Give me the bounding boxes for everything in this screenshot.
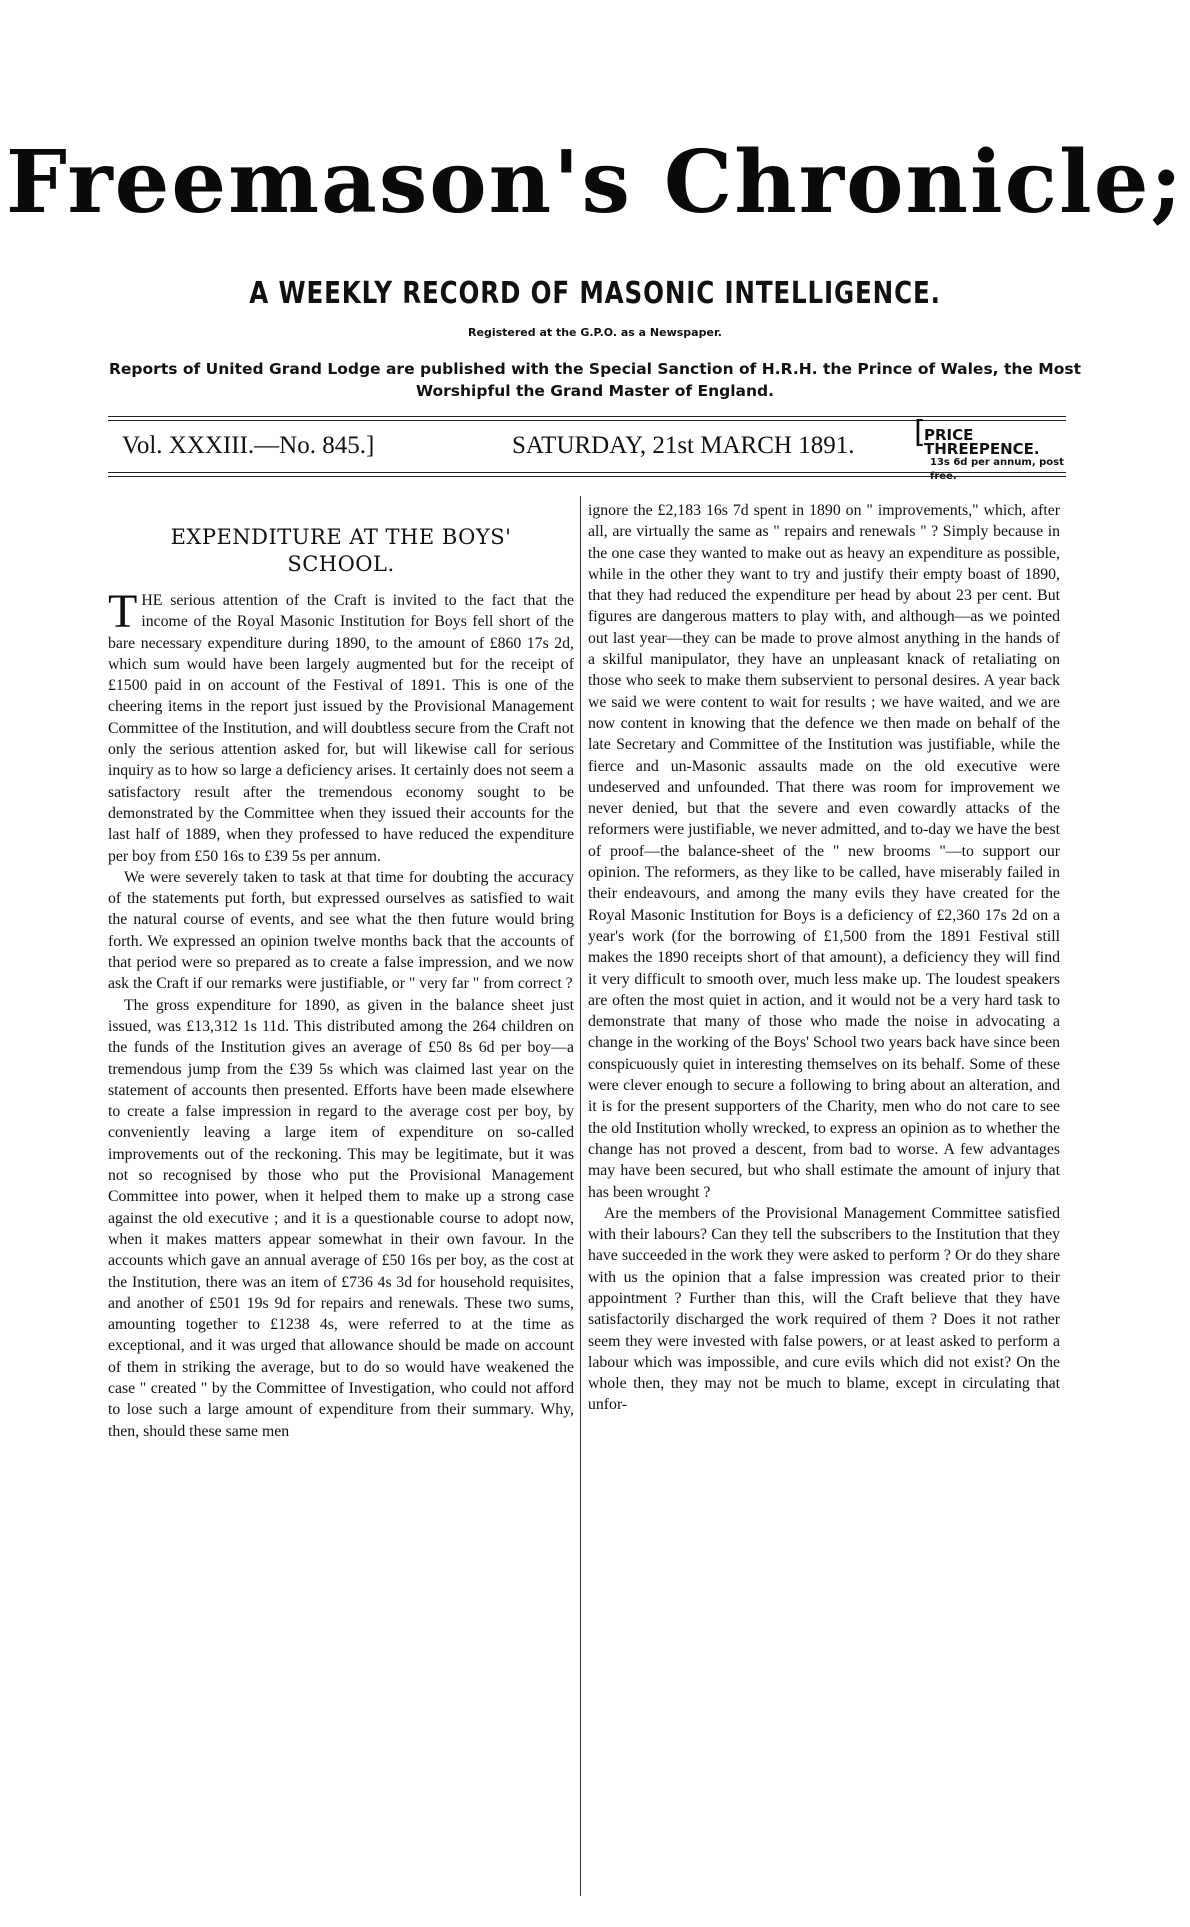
registered-notice: Registered at the G.P.O. as a Newspaper. bbox=[468, 326, 722, 339]
article-paragraph: The gross expenditure for 1890, as given in the balance sheet just issued, was £13,312 1s 11d. This distributed among the 264 children on the funds of the Institution gives an average of £50 8s 6d per boy—a tremendous jump from the £39 5s which was claimed last year on the statement of accounts then presented. Efforts have been made elsewhere to create a false impression in regard to the average cost per boy, by conveniently leaving a large item of expenditure on so-called improvements out of the reckoning. This may be legitimate, but it was not so recognised by those who put the Provisional Management Committee into power, when it helped them to make up a strong case against the old executive ; and it is a questionable course to adopt now, when it makes matters appear somewhat in their own favour. In the accounts which gave an annual average of £50 16s per boy, as the cost at the Institution, there was an item of £736 4s 3d for household requisites, and another of £501 19s 9d for repairs and renewals. These two sums, amounting together to £1238 4s, were referred to at the time as exceptional, and it was urged that allowance should be made on account of them in striking the average, but to do so would have weakened the case " created " by the Committee of Investigation, who could not afford to lose such a large amount of expenditure from their summary. Why, then, should these same men bbox=[108, 996, 574, 1440]
article-paragraph: Are the members of the Provisional Management Committee satisfied with their labours? Can they tell the subscribers to the Institution that they have succeeded in the work they were asked to perform ? Or do they share with us the opinion that a false impression was created prior to their appointment ? Further than this, will the Craft believe that they have satisfactorily discharged the work required of them ? Does it not rather seem they were invested with false powers, or at least asked to perform a labour which was impossible, and cure evils which did not exist? On the whole then, they may not be much to blame, except in circulating that unfor- bbox=[588, 1204, 1060, 1414]
article-paragraph: We were severely taken to task at that time for doubting the accuracy of the statements put forth, but expressed ourselves as satisfied to wait the natural course of events, and see what the then future would bring forth. We expressed an opinion twelve months back that the accounts of that period were so prepared as to create a false impression, and we now ask the Craft if our remarks were justifiable, or " very far " from correct ? bbox=[108, 868, 574, 993]
issue-line bbox=[108, 415, 1066, 482]
issue-bottom-rule bbox=[108, 472, 1066, 477]
article-paragraph bbox=[108, 585, 574, 867]
article-title bbox=[108, 524, 574, 578]
volume-number: Vol. XXXIII.—No. 845.] bbox=[122, 432, 375, 459]
paragraph-text: serious attention of the Craft is invited to the fact that the income of the Royal Masonic Institution for Boys fell short of the bare necessary expenditure during 1890, to the amount of £860 17s 2d, which sum would have been largely augmented but for the receipt of £1500 paid in on account of the Festival of 1891. This is one of the cheering items in the report just issued by the Provisional Management Committee of the Institution, and will doubtless secure from the Craft not only the serious attention asked for, but will likewise call for serious inquiry as to how so large a deficiency arises. It certainly does not seem a satisfactory result after the tremendous economy sought to be demonstrated by the Committee when they issued their accounts for the last half of 1889, when they professed to have reduced the expenditure per boy from £50 16s to £39 5s per annum. bbox=[108, 592, 574, 865]
masthead-subtitle: A WEEKLY RECORD OF MASONIC INTELLIGENCE. bbox=[249, 276, 941, 311]
article-column-right bbox=[588, 500, 1060, 1416]
drop-cap: T bbox=[108, 585, 138, 638]
price-bracket: [ bbox=[914, 415, 926, 450]
price-annual: 13s 6d per annum, post free. bbox=[930, 457, 1064, 482]
issue-date: SATURDAY, 21st MARCH 1891. bbox=[512, 432, 855, 459]
masthead-title: Freemason's Chronicle; bbox=[5, 132, 1185, 233]
article-paragraph: ignore the £2,183 16s 7d spent in 1890 on " improvements," which, after all, are virtually the same as " repairs and renewals " ? Simply because in the one case they wanted to make out as heavy an expenditure as possible, while in the other they want to try and justify their empty boast of 1890, that they had reduced the expenditure per head by about 23 per cent. But figures are dangerous matters to play with, and although—as we pointed out last year—they can be made to prove almost anything in the hands of a skilful manipulator, they have an unpleasant knack of retaliating on those who seek to make them subservient to personal desires. A year back we said we were content to wait for results ; we have waited, and we are now content in knowing that the defence we then made on behalf of the late Secretary and Committee of the Institution was justifiable, while the fierce and un-Masonic assaults made on the old executive were undeserved and unfounded. That there was room for improvement we never denied, but that the severe and even cowardly attacks of the reformers were justifiable, we never admitted, and to-day we have the best of proof—the balance-sheet of the " new brooms "—to support our opinion. The reformers, as they like to be called, have miserably failed in their endeavours, and among the many evils they have created for the Royal Masonic Institution for Boys is a deficiency of £2,360 17s 2d on a year's work (for the borrowing of £1,500 from the 1891 Festival still makes the 1890 receipts short of that amount), a deficiency they will find it very difficult to smooth over, much less make up. The loudest speakers are often the most quiet in action, and it would not be a very hard task to demonstrate that many of those who made the noise in advocating a change in the working of the Boys' School two years back have since been conspicuously quiet in interesting themselves on its behalf. Some of these were clever enough to secure a following to bring about an alteration, and it is for the present supporters of the Charity, men who do not care to see the old Institution wholly wrecked, to express an opinion as to whether the change has not proved a descent, from bad to worse. A few advantages may have been secured, but who shall estimate the amount of injury that has been wrought ? bbox=[588, 502, 1060, 1201]
sanction-notice: Reports of United Grand Lodge are published with the Special Sanction of H.R.H. the Prince of Wales, the Most Worshipful the Grand Master of England. bbox=[108, 360, 1082, 400]
article-title-line2: SCHOOL. bbox=[287, 552, 395, 576]
article-column-left bbox=[108, 500, 574, 1442]
lead-word: HE bbox=[141, 592, 163, 609]
column-divider bbox=[580, 496, 581, 1896]
article-title-line1: EXPENDITURE AT THE BOYS' bbox=[170, 525, 512, 549]
price-label: PRICE THREEPENCE. bbox=[924, 426, 1040, 458]
